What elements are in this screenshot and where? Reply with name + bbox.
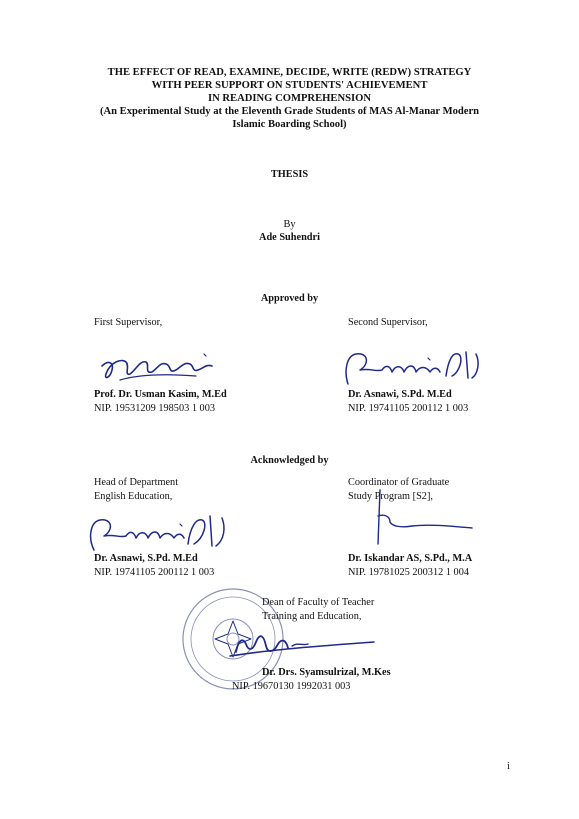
first-supervisor-signature (100, 340, 230, 386)
first-supervisor-name: Prof. Dr. Usman Kasim, M.Ed (94, 389, 227, 400)
title-line-1: THE EFFECT OF READ, EXAMINE, DECIDE, WRITE (REDW) STRATEGY (107, 67, 472, 78)
second-supervisor-role: Second Supervisor, (348, 317, 428, 328)
thesis-title (0, 66, 579, 131)
dean-role-line1: Dean of Faculty of Teacher (262, 597, 375, 608)
acknowledged-label: Acknowledged by (250, 455, 329, 466)
coordinator-signature (360, 486, 480, 546)
dean-name: Dr. Drs. Syamsulrizal, M.Kes (262, 667, 391, 678)
second-supervisor-signature (340, 342, 490, 388)
title-line-5: Islamic Boarding School) (232, 119, 347, 130)
dean-nip: NIP. 19670130 1992031 003 (232, 681, 351, 692)
title-line-3: IN READING COMPREHENSION (207, 93, 372, 104)
title-line-4: (An Experimental Study at the Eleventh Grade Students of MAS Al-Manar Modern (99, 106, 480, 117)
head-department-signature (84, 508, 234, 552)
first-supervisor-nip: NIP. 19531209 198503 1 003 (94, 403, 215, 414)
coordinator-name: Dr. Iskandar AS, S.Pd., M.A (348, 553, 473, 564)
second-supervisor-nip: NIP. 19741105 200112 1 003 (348, 403, 469, 414)
title-line-2: WITH PEER SUPPORT ON STUDENTS' ACHIEVEMENT (151, 80, 428, 91)
first-supervisor-role: First Supervisor, (94, 317, 163, 328)
coordinator-nip: NIP. 19781025 200312 1 004 (348, 567, 469, 578)
second-supervisor-name: Dr. Asnawi, S.Pd. M.Ed (348, 389, 452, 400)
doc-type: THESIS (270, 169, 309, 180)
head-department-role-line1: Head of Department (94, 477, 179, 488)
dean-signature (228, 622, 378, 666)
approved-label: Approved by (260, 293, 319, 304)
coordinator-role-line1: Coordinator of Graduate (348, 477, 450, 488)
author-name: Ade Suhendri (259, 232, 320, 243)
page-number: i (507, 761, 510, 772)
head-department-name: Dr. Asnawi, S.Pd. M.Ed (94, 553, 198, 564)
coordinator-role-line2: Study Program [S2], (348, 491, 433, 502)
head-department-role-line2: English Education, (94, 491, 173, 502)
by-label: By (283, 219, 296, 230)
dean-role-line2: Training and Education, (262, 611, 362, 622)
head-department-nip: NIP. 19741105 200112 1 003 (94, 567, 215, 578)
